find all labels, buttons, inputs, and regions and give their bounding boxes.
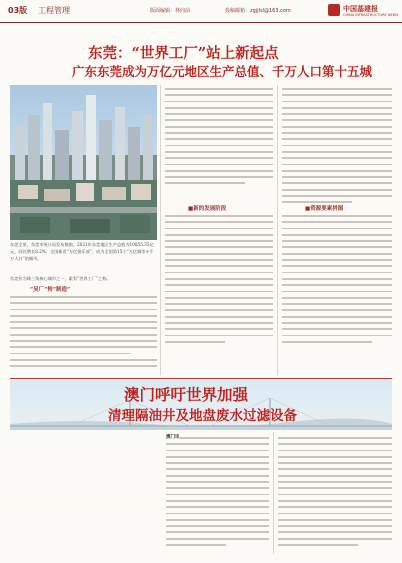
article2-subheadline: 清理隔油井及地盘废水过滤设备 [108,408,297,424]
article1-body-col2b [165,215,273,347]
article1-body-col3 [282,88,392,208]
article2-lead: 澳门讯 [166,435,180,440]
section-title: 工程管理 [38,6,70,15]
article2-body-col2 [278,437,392,550]
article1-body-col1 [10,296,157,372]
city-skyline-photo [10,85,157,240]
photo-caption [10,241,157,262]
article1-subheadline: 广东东莞成为万亿元地区生产总值、千万人口第十五城 [72,64,373,79]
section-divider [10,378,392,379]
article1-intro: 东莞作为珠三角核心城市之一，素有“世界工厂”之称。 [10,276,111,281]
photo-caption-text: 东莞全景。东莞市统计局发布数据，2021年东莞地区生产总值为10855.35亿元，同比增长8.2%，全国新晋“万亿俱乐部”，成为全国第15个“万亿城市+千万人口”的城市。 [10,242,154,261]
logo-mark-icon [328,4,340,16]
article1-body-col2 [165,88,273,189]
page-header [0,0,402,23]
column-divider [273,432,274,554]
newspaper-logo [328,3,399,19]
subhead-new-stage: ■新的发展阶段 [188,206,227,212]
column-divider [160,85,161,375]
subhead-resources: ■资源要素拼图 [305,206,344,212]
editor-credit: 版面编辑：林向前 [150,8,191,14]
article1-body-col3b [282,215,392,347]
article2-body-col1 [166,437,269,550]
article2-headline: 澳门呼吁世界加强 [124,385,249,404]
submission-email: 投稿邮箱：zgjjlsl@163.com [225,8,291,14]
column-divider [277,85,278,375]
page-number: 03版 [8,6,28,15]
subhead-zhizao: “吴厂”转“制造” [30,287,71,293]
logo-title: 中国基建报 [343,5,378,13]
logo-subtitle: CHINA INFRASTRUCTURE NEWS [343,13,399,17]
article1-headline: 东莞：“世界工厂”站上新起点 [88,45,279,62]
